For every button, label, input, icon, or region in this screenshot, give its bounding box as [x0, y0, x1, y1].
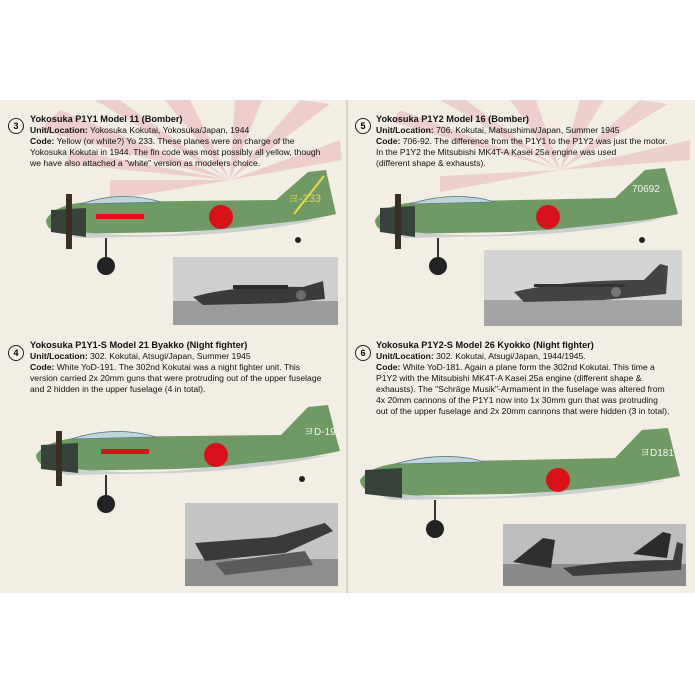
unit-label: Unit/Location:	[376, 125, 434, 135]
code-line: out of the upper fuselage and 2x 20mm cannons that were hidden (3 in total).	[376, 406, 670, 416]
profile-title: Yokosuka P1Y2 Model 16 (Bomber)	[376, 114, 529, 124]
code-line: White YoD-191. The 302nd Kokutai was a night fighter unit. This	[56, 362, 301, 372]
code-line: White YoD-181. Again a plane form the 302nd Kokutai. This time a	[402, 362, 655, 372]
profile-description-5	[376, 114, 695, 169]
aircraft-profile-p1y1s-night-fighter	[26, 395, 346, 520]
tail-code: ヨD181	[640, 448, 674, 459]
photo-icon-name: period-photo-aircraft-line-up	[507, 534, 520, 535]
profile-title: Yokosuka P1Y1 Model 11 (Bomber)	[30, 114, 183, 124]
code-line: P1Y2 with the Mitsubishi MK4T-A Kasei 25a engine (different shape &	[376, 373, 642, 383]
code-label: Code:	[30, 136, 55, 146]
code-line: 4x 20mm cannons of the P1Y1 now into 1x 30mm gun that was protruding	[376, 395, 658, 405]
profile-description-6	[376, 340, 688, 417]
unit-value: 302. Kokutai, Atsugi/Japan, 1944/1945.	[436, 351, 586, 361]
photo-icon-name: period-photo-p1y2-parked	[488, 260, 500, 261]
unit-label: Unit/Location:	[376, 351, 434, 361]
profile-title: Yokosuka P1Y2-S Model 26 Kyokko (Night fighter)	[376, 340, 594, 350]
period-photo	[185, 503, 338, 586]
period-photo	[484, 250, 682, 326]
tail-code: ヨD-191	[304, 427, 342, 438]
profile-number-badge: 6	[355, 345, 371, 361]
period-photo	[503, 524, 686, 586]
profile-number-badge: 3	[8, 118, 24, 134]
code-label: Code:	[376, 362, 401, 372]
tail-code: 70692	[632, 184, 660, 195]
profile-number-badge: 5	[355, 118, 371, 134]
code-line: 706-92. The difference from the P1Y1 to the P1Y2 was just the motor.	[402, 136, 668, 146]
profile-title: Yokosuka P1Y1-S Model 21 Byakko (Night fighter)	[30, 340, 248, 350]
unit-value: 302. Kokutai, Atsugi/Japan, Summer 1945	[90, 351, 251, 361]
unit-value: Yokosuka Kokutai, Yokosuka/Japan, 1944	[90, 125, 250, 135]
code-line: exhausts). The "Schräge Musik"-Armament in the fuselage was altered from	[376, 384, 665, 394]
profile-description-4	[30, 340, 360, 395]
photo-icon-name: period-photo-p1y1-on-airfield	[177, 267, 190, 268]
period-photo	[173, 257, 338, 325]
code-line: Yellow (or white?) Yo 233. These planes were on charge of the	[56, 136, 295, 146]
code-line: we have also attached a "white" version as modelers choice.	[30, 158, 261, 168]
code-line: In the P1Y2 the Mitsubishi MK4T-A Kasei 25a engine was used	[376, 147, 617, 157]
code-line: Yokosuka Kokutai in 1944. The fin code was most possibly all yellow, though	[30, 147, 321, 157]
code-label: Code:	[30, 362, 55, 372]
code-line: (different shape & exhausts).	[376, 158, 486, 168]
unit-value: 706. Kokutai, Matsushima/Japan, Summer 1945	[436, 125, 620, 135]
code-line: and 2 hidden in the upper fuselage (4 in total).	[30, 384, 206, 394]
code-label: Code:	[376, 136, 401, 146]
profile-description-3	[30, 114, 360, 169]
photo-icon-name: period-photo-wrecked-aircraft	[189, 513, 203, 514]
tail-code: ヨ-233	[288, 193, 322, 205]
code-line: version carried 2x 20mm guns that were protruding out of the upper fuselage	[30, 373, 322, 383]
profile-number-badge: 4	[8, 345, 24, 361]
unit-label: Unit/Location:	[30, 351, 88, 361]
unit-label: Unit/Location:	[30, 125, 88, 135]
